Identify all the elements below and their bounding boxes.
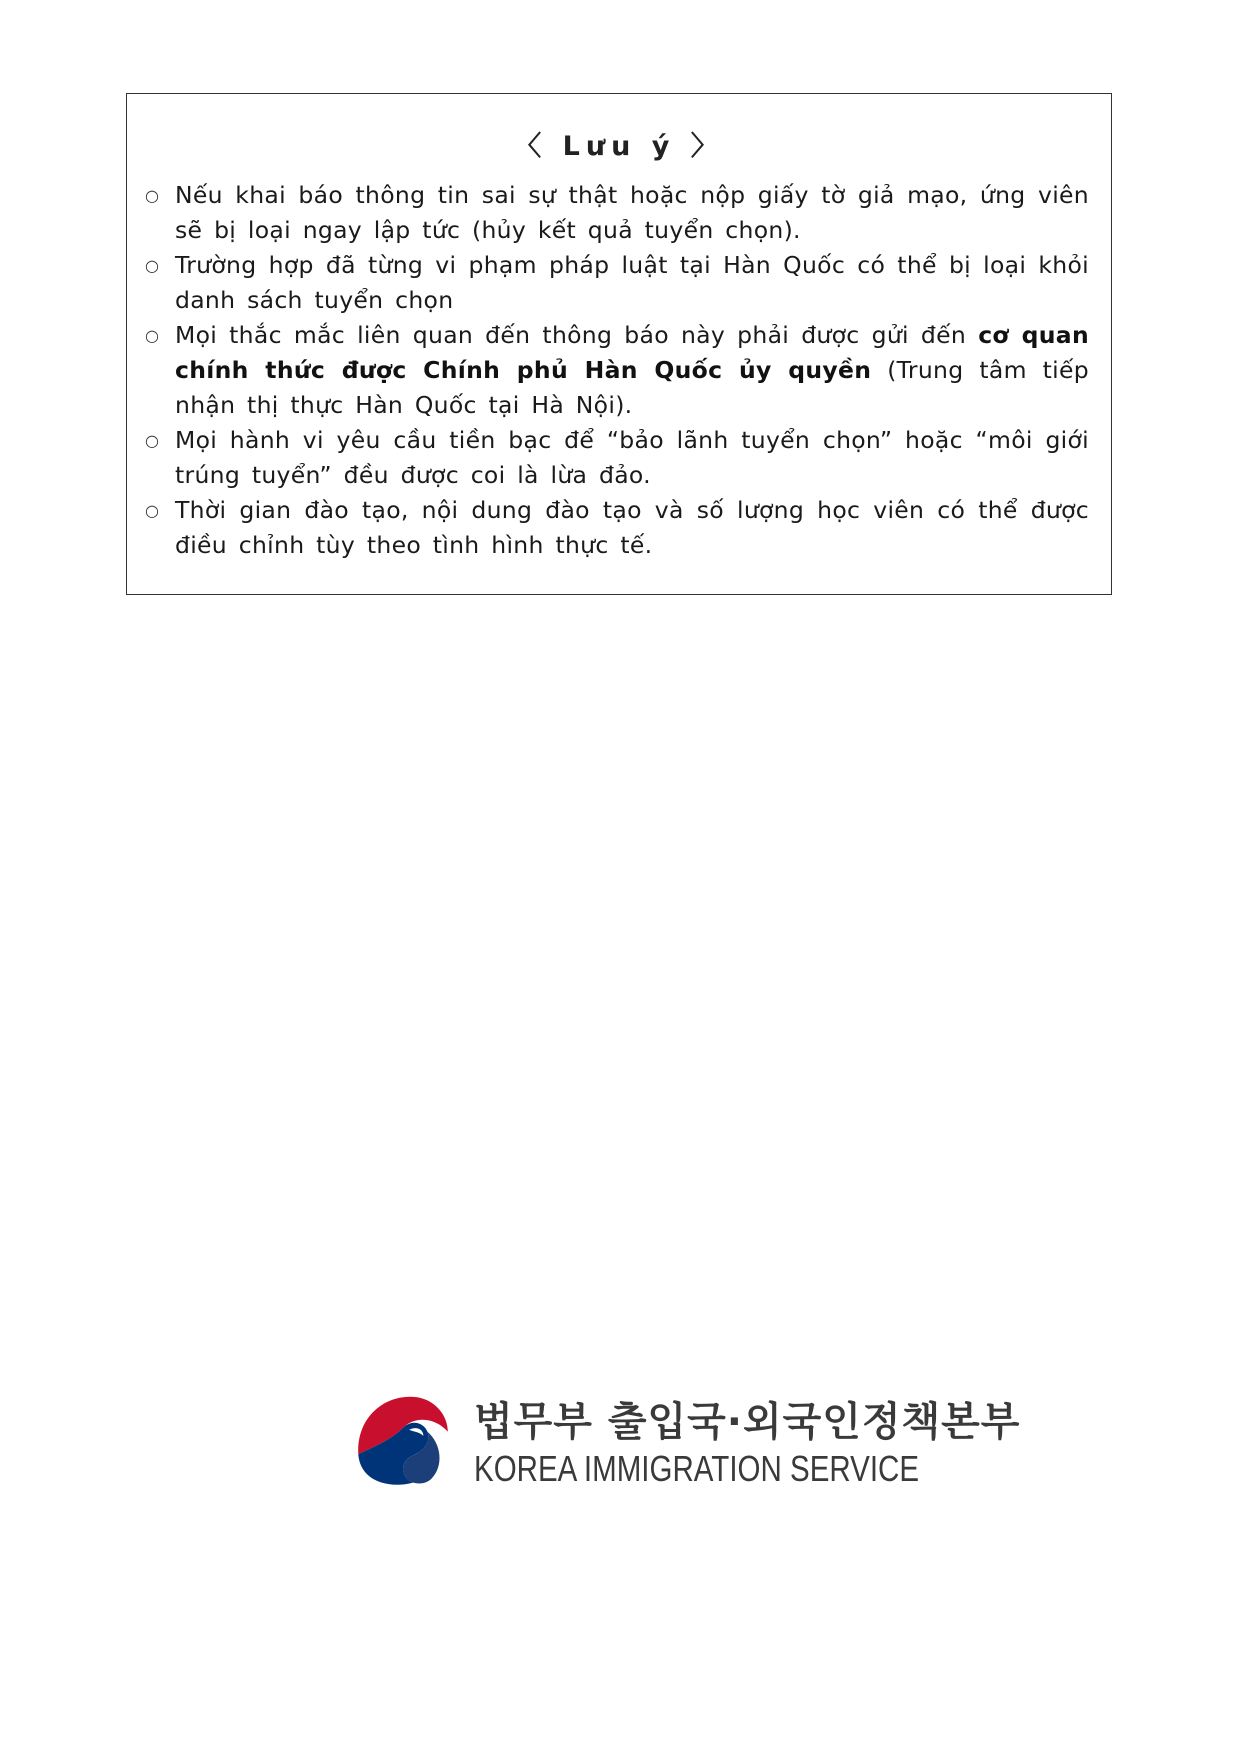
notice-list — [145, 178, 1089, 563]
notice-item-text: Nếu khai báo thông tin sai sự thật hoặc nộp giấy tờ giả mạo, ứng viên sẽ bị loại ngay lập tức (hủy kết quả tuyển chọn). — [175, 181, 1089, 244]
item-text-plain: Mọi thắc mắc liên quan đến thông báo này phải được gửi đến — [175, 321, 979, 349]
notice-item-text: Mọi hành vi yêu cầu tiền bạc để “bảo lãnh tuyển chọn” hoặc “môi giới trúng tuyển” đều được coi là lừa đảo. — [175, 426, 1089, 489]
taegeuk-emblem-icon — [350, 1385, 452, 1503]
list-item — [145, 248, 1089, 318]
bullet-icon: ○ — [145, 501, 160, 520]
bullet-icon: ○ — [145, 326, 160, 345]
list-item — [145, 318, 1089, 423]
list-item — [145, 493, 1089, 563]
korea-immigration-logo — [350, 1385, 1020, 1503]
item-text-plain: (Trung tâm tiếp nhận thị thực Hàn Quốc tại Hà Nội). — [175, 356, 1089, 419]
notice-item-text — [175, 318, 1089, 423]
bullet-icon: ○ — [145, 186, 160, 205]
logo-text — [474, 1397, 1020, 1491]
notice-item-text: Thời gian đào tạo, nội dung đào tạo và số lượng học viên có thể được điều chỉnh tùy theo tình hình thực tế. — [175, 496, 1089, 559]
bullet-icon: ○ — [145, 431, 160, 450]
notice-item-text: Trường hợp đã từng vi phạm pháp luật tại Hàn Quốc có thể bị loại khỏi danh sách tuyển chọn — [175, 251, 1089, 314]
notice-title: 〈 Lưu ý 〉 — [514, 131, 724, 162]
logo-korean-name: 법무부 출입국·외국인정책본부 — [474, 1399, 1021, 1445]
logo-english-name: KOREA IMMIGRATION SERVICE — [474, 1448, 920, 1489]
bullet-icon: ○ — [145, 256, 160, 275]
list-item — [145, 423, 1089, 493]
notice-box — [126, 93, 1112, 595]
list-item — [145, 178, 1089, 248]
item-text-bold: cơ quan chính thức được Chính phủ Hàn Quốc ủy quyền — [175, 321, 1089, 384]
